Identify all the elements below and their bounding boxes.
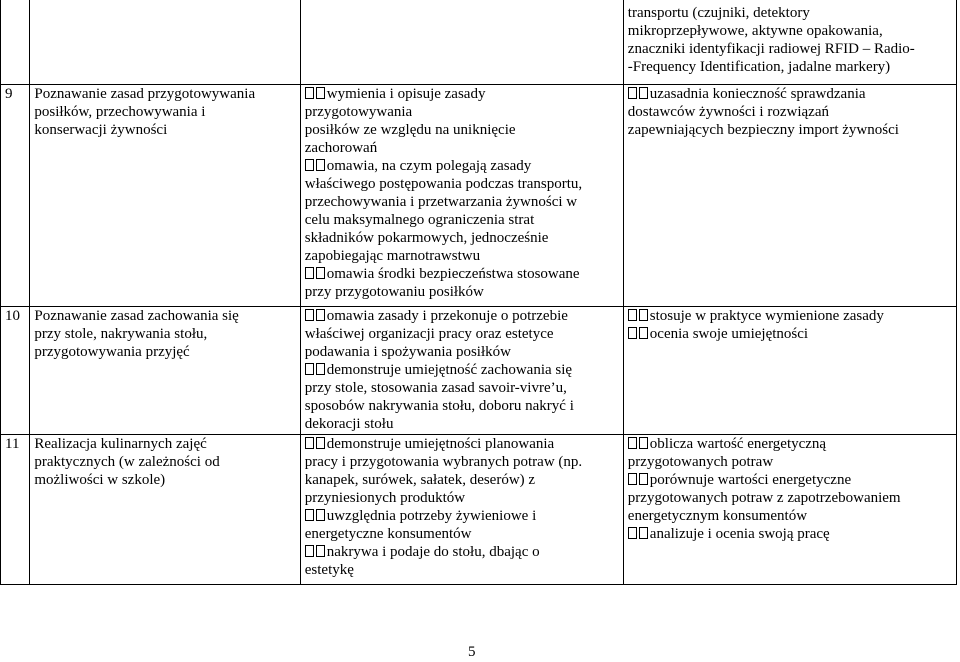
- table-row: [1, 85, 957, 307]
- basic-requirements-cell-empty: [300, 0, 623, 85]
- requirement-line: zachorowań: [304, 140, 378, 156]
- bullet-square-icon: [316, 509, 325, 521]
- continued-line: -Frequency Identification, jadalne markery): [627, 59, 891, 75]
- requirement-item: [628, 85, 952, 139]
- requirement-item: [628, 307, 952, 325]
- requirement-line: dekoracji stołu: [304, 416, 394, 432]
- bullet-square-icon: [628, 327, 637, 339]
- requirement-line: właściwego postępowania podczas transportu,: [304, 176, 583, 192]
- bullet-square-icon: [628, 527, 637, 539]
- requirement-line: posiłków ze względu na uniknięcie: [304, 122, 516, 138]
- basic-requirements-cell: [300, 85, 623, 307]
- extended-requirements-cell-continued: [623, 0, 956, 85]
- requirement-line: omawia zasady i przekonuje o potrzebie: [326, 308, 568, 324]
- bullet-square-icon: [305, 159, 314, 171]
- topic-line: przygotowywania przyjęć: [34, 344, 190, 360]
- bullet-square-icon: [305, 87, 314, 99]
- requirement-line: zapewniających bezpieczny import żywności: [627, 122, 899, 138]
- requirement-item: [305, 435, 619, 507]
- bullet-square-icon: [628, 87, 637, 99]
- topic-cell-empty: [30, 0, 300, 85]
- requirement-line: pracy i przygotowania wybranych potraw (np.: [304, 454, 583, 470]
- requirement-line: przy stole, stosowania zasad savoir-vivre’u,: [304, 380, 567, 396]
- bullet-square-icon: [305, 267, 314, 279]
- requirement-line: właściwej organizacji pracy oraz estetyce: [304, 326, 554, 342]
- requirement-line: energetycznym konsumentów: [627, 508, 808, 524]
- topic-line: praktycznych (w zależności od: [34, 454, 220, 470]
- requirement-item: [628, 471, 952, 525]
- bullet-square-icon: [639, 327, 648, 339]
- topic-line: posiłków, przechowywania i: [34, 104, 206, 120]
- requirement-line: analizuje i ocenia swoją pracę: [649, 526, 830, 542]
- requirement-item: [305, 157, 619, 265]
- bullet-square-icon: [628, 473, 637, 485]
- topic-line: możliwości w szkole): [34, 472, 166, 488]
- requirement-item: [305, 543, 619, 579]
- basic-requirements-cell: [300, 435, 623, 585]
- topic-line: Poznawanie zasad zachowania się: [34, 308, 239, 324]
- requirement-line: celu maksymalnego ograniczenia strat: [304, 212, 535, 228]
- bullet-square-icon: [305, 545, 314, 557]
- requirement-line: omawia środki bezpieczeństwa stosowane: [326, 266, 580, 282]
- topic-cell: [30, 85, 300, 307]
- number-cell-empty: [1, 0, 30, 85]
- requirement-line: sposobów nakrywania stołu, doboru nakryć i: [304, 398, 574, 414]
- bullet-square-icon: [639, 309, 648, 321]
- requirement-item: [305, 307, 619, 361]
- topic-cell: [30, 307, 300, 435]
- bullet-square-icon: [316, 437, 325, 449]
- requirement-line: porównuje wartości energetyczne: [649, 472, 852, 488]
- topic-line: Poznawanie zasad przygotowywania: [34, 86, 256, 102]
- bullet-square-icon: [305, 363, 314, 375]
- topic-line: konserwacji żywności: [34, 122, 168, 138]
- continued-line: znaczniki identyfikacji radiowej RFID – Radio-: [627, 41, 915, 57]
- page-number: 5: [468, 644, 476, 660]
- extended-requirements-cell: [623, 85, 956, 307]
- bullet-square-icon: [305, 309, 314, 321]
- bullet-square-icon: [316, 267, 325, 279]
- bullet-square-icon: [639, 87, 648, 99]
- bullet-square-icon: [305, 437, 314, 449]
- requirement-line: uwzględnia potrzeby żywieniowe i: [326, 508, 537, 524]
- requirement-line: estetykę: [304, 562, 354, 578]
- requirement-item: [628, 435, 952, 471]
- row-number: 9: [1, 85, 30, 307]
- requirement-line: wymienia i opisuje zasady: [326, 86, 486, 102]
- continued-line: transportu (czujniki, detektory: [627, 5, 810, 21]
- requirement-item: [305, 507, 619, 543]
- requirement-line: kanapek, surówek, sałatek, deserów) z: [304, 472, 536, 488]
- row-number: 11: [1, 435, 30, 585]
- bullet-square-icon: [316, 87, 325, 99]
- requirement-line: składników pokarmowych, jednocześnie: [304, 230, 549, 246]
- requirement-line: uzasadnia konieczność sprawdzania: [649, 86, 866, 102]
- table-row-continuation: [1, 0, 957, 85]
- requirement-line: nakrywa i podaje do stołu, dbając o: [326, 544, 540, 560]
- extended-requirements-cell: [623, 307, 956, 435]
- requirement-item: [305, 361, 619, 433]
- bullet-square-icon: [316, 545, 325, 557]
- requirement-line: omawia, na czym polegają zasady: [326, 158, 532, 174]
- requirement-line: przyniesionych produktów: [304, 490, 466, 506]
- requirement-line: stosuje w praktyce wymienione zasady: [649, 308, 884, 324]
- table-row: [1, 435, 957, 585]
- requirement-line: przygotowanych potraw z zapotrzebowaniem: [627, 490, 901, 506]
- continued-line: mikroprzepływowe, aktywne opakowania,: [627, 23, 883, 39]
- bullet-square-icon: [316, 309, 325, 321]
- requirement-line: zapobiegając marnotrawstwu: [304, 248, 481, 264]
- bullet-square-icon: [305, 509, 314, 521]
- requirement-line: przygotowanych potraw: [627, 454, 774, 470]
- requirement-item: [628, 525, 952, 543]
- requirement-line: energetyczne konsumentów: [304, 526, 472, 542]
- table-row: [1, 307, 957, 435]
- requirement-item: [305, 265, 619, 301]
- requirement-line: demonstruje umiejętności planowania: [326, 436, 555, 452]
- bullet-square-icon: [639, 527, 648, 539]
- requirement-item: [305, 85, 619, 157]
- requirement-item: [628, 325, 952, 343]
- requirement-line: podawania i spożywania posiłków: [304, 344, 511, 360]
- requirement-line: ocenia swoje umiejętności: [649, 326, 809, 342]
- bullet-square-icon: [639, 473, 648, 485]
- bullet-square-icon: [628, 309, 637, 321]
- requirement-line: dostawców żywności i rozwiązań: [627, 104, 829, 120]
- row-number: 10: [1, 307, 30, 435]
- topic-cell: [30, 435, 300, 585]
- requirement-line: demonstruje umiejętność zachowania się: [326, 362, 573, 378]
- extended-requirements-continued-text: [628, 0, 952, 76]
- bullet-square-icon: [639, 437, 648, 449]
- bullet-square-icon: [316, 363, 325, 375]
- basic-requirements-cell: [300, 307, 623, 435]
- extended-requirements-cell: [623, 435, 956, 585]
- bullet-square-icon: [316, 159, 325, 171]
- requirement-line: przechowywania i przetwarzania żywności w: [304, 194, 578, 210]
- topic-line: przy stole, nakrywania stołu,: [34, 326, 208, 342]
- requirement-line: przy przygotowaniu posiłków: [304, 284, 484, 300]
- bullet-square-icon: [628, 437, 637, 449]
- topic-line: Realizacja kulinarnych zajęć: [34, 436, 207, 452]
- requirement-line: przygotowywania: [304, 104, 413, 120]
- requirement-line: oblicza wartość energetyczną: [649, 436, 827, 452]
